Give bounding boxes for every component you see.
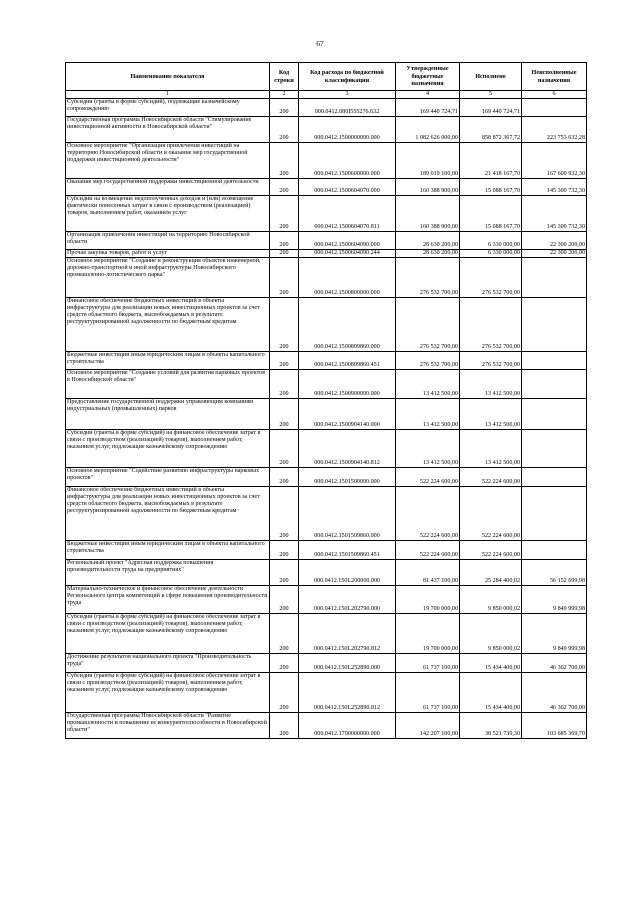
row-budget-code: 000.0412.1500604070.000 [299,179,396,196]
table-row [66,250,587,258]
row-line-code: 200 [270,560,299,586]
row-unexecuted: 103 685 369,70 [522,713,587,739]
row-name: Финансовое обеспечение бюджетных инвестиций в объекты инфраструктуры для реализации новых инвестиционных проектов за счет средств областного бюджета, высвобождаемых в результате реструктуризированной задолженности по бюджетным кредитам [66,298,270,352]
row-executed: 15 088 167,70 [460,196,522,232]
table-row [66,179,587,196]
row-budget-code: 000.0412.1500800000.000 [299,258,396,298]
table-row [66,143,587,179]
table-row [66,487,587,541]
row-approved: 160 388 900,00 [396,196,460,232]
row-executed: 276 532 700,00 [460,258,522,298]
row-unexecuted [522,298,587,352]
row-executed: 13 412 500,00 [460,430,522,468]
row-budget-code: 000.0412.1500809860.000 [299,298,396,352]
row-executed: 276 532 700,00 [460,352,522,370]
row-approved: 522 224 600,00 [396,487,460,541]
row-executed: 9 850 000,02 [460,614,522,654]
header-unexecuted: Неисполненные назначения [522,63,587,91]
row-approved: 142 207 100,00 [396,713,460,739]
row-approved: 28 630 200,00 [396,232,460,250]
row-approved: 276 532 700,00 [396,298,460,352]
table-row [66,673,587,713]
row-budget-code: 000.0412.1501509860.451 [299,541,396,560]
header-name: Наименование показателя [66,63,270,91]
row-budget-code: 000.0412.1700000000.000 [299,713,396,739]
row-line-code: 200 [270,99,299,117]
row-budget-code: 000.0412.150L252890.000 [299,654,396,673]
row-name: Оказание мер государственной поддержки инвестиционной деятельности [66,179,270,196]
row-unexecuted [522,258,587,298]
row-name: Организация привлечения инвестиций на территорию Новосибирской области [66,232,270,250]
row-executed: 15 088 167,70 [460,179,522,196]
row-name: Достижение результатов национального проекта "Производительность труда" [66,654,270,673]
row-name: Финансовое обеспечение бюджетных инвестиций в объекты инфраструктуры для реализации новых инвестиционных проектов за счет средств областного бюджета, высвобождаемых в результате реструктуризированной задолженности по бюджетным кредитам [66,487,270,541]
row-unexecuted: 22 300 200,00 [522,250,587,258]
row-name: Прочая закупка товаров, работ и услуг [66,250,270,258]
table-row [66,586,587,614]
row-line-code: 200 [270,258,299,298]
row-name: Материально-техническое и финансовое обеспечение деятельности Регионального центра компетенций в сфере повышения производительности труда [66,586,270,614]
row-unexecuted [522,430,587,468]
row-executed: 522 224 600,00 [460,541,522,560]
table-row [66,713,587,739]
row-name: Основное мероприятие "Создание условий для развития парковых проектов в Новосибирской области" [66,370,270,399]
budget-execution-table [65,62,587,739]
row-name: Субсидии (гранты в форме субсидий), подлежащие казначейскому сопровождению [66,99,270,117]
row-line-code: 200 [270,487,299,541]
row-line-code: 200 [270,673,299,713]
row-budget-code: 000.0412.080I555276.632 [299,99,396,117]
table-body [66,99,587,739]
row-unexecuted [522,352,587,370]
row-line-code: 200 [270,614,299,654]
row-approved: 276 532 700,00 [396,258,460,298]
row-executed: 522 224 600,00 [460,487,522,541]
row-budget-code: 000.0412.150L252890.812 [299,673,396,713]
row-unexecuted: 9 849 999,98 [522,586,587,614]
row-name: Бюджетные инвестиции иным юридическим лицам в объекты капитального строительства [66,541,270,560]
table-row [66,258,587,298]
column-number: 3 [299,91,396,99]
row-budget-code: 000.0412.150L202790.000 [299,586,396,614]
table-header-row [66,63,587,91]
table-row [66,560,587,586]
table-row [66,614,587,654]
row-approved: 169 440 724,71 [396,99,460,117]
column-number: 6 [522,91,587,99]
row-unexecuted [522,370,587,399]
row-executed: 858 872 367,72 [460,117,522,143]
column-number: 4 [396,91,460,99]
row-line-code: 200 [270,298,299,352]
table-row [66,370,587,399]
row-budget-code: 000.0412.150L202790.812 [299,614,396,654]
header-budget-code: Код расхода по бюджетной классификации [299,63,396,91]
row-name: Государственная программа Новосибирской области "Стимулирование инвестиционной активности в Новосибирской области" [66,117,270,143]
header-executed: Исполнено [460,63,522,91]
table-row [66,117,587,143]
row-unexecuted [522,487,587,541]
table-row [66,430,587,468]
row-name: Основное мероприятие "Создание и реконструкция объектов инженерной, дорожно-транспортной и иной инфраструктуры Новосибирского промышленно-логистического парка" [66,258,270,298]
row-executed: 9 850 000,02 [460,586,522,614]
row-approved: 522 224 600,00 [396,468,460,487]
table-row [66,298,587,352]
table-row [66,352,587,370]
row-unexecuted [522,541,587,560]
row-budget-code: 000.0412.1500904140.812 [299,430,396,468]
row-budget-code: 000.0412.1500604090.244 [299,250,396,258]
row-line-code: 200 [270,117,299,143]
row-approved: 61 737 100,00 [396,673,460,713]
row-executed: 25 284 400,02 [460,560,522,586]
row-approved: 276 532 700,00 [396,352,460,370]
row-line-code: 200 [270,179,299,196]
table-row [66,399,587,430]
row-line-code: 200 [270,399,299,430]
row-executed: 13 412 500,00 [460,399,522,430]
row-executed: 6 330 000,00 [460,250,522,258]
row-budget-code: 000.0412.1500904140.000 [299,399,396,430]
row-executed: 13 412 500,00 [460,370,522,399]
table-row [66,468,587,487]
row-line-code: 200 [270,196,299,232]
row-line-code: 200 [270,352,299,370]
row-line-code: 200 [270,541,299,560]
row-unexecuted: 9 849 999,98 [522,614,587,654]
row-approved: 160 388 900,00 [396,179,460,196]
row-unexecuted: 56 152 699,98 [522,560,587,586]
column-number: 1 [66,91,270,99]
row-unexecuted [522,99,587,117]
row-approved: 19 700 000,00 [396,586,460,614]
row-approved: 1 082 626 000,00 [396,117,460,143]
row-name: Предоставление государственной поддержки управляющим компаниям индустриальных (промышленных) парков [66,399,270,430]
row-line-code: 200 [270,713,299,739]
row-budget-code: 000.0412.1500809860.451 [299,352,396,370]
table-row [66,654,587,673]
row-executed: 15 434 400,00 [460,654,522,673]
row-budget-code: 000.0412.1500604090.000 [299,232,396,250]
row-name: Региональный проект "Адресная поддержка повышения производительности труда на предприятиях" [66,560,270,586]
row-executed: 522 224 600,00 [460,468,522,487]
row-approved: 13 412 500,00 [396,430,460,468]
page-number: 67 [316,39,324,48]
row-approved: 522 224 600,00 [396,541,460,560]
row-budget-code: 000.0412.1500604070.811 [299,196,396,232]
row-unexecuted: 223 753 632,28 [522,117,587,143]
row-unexecuted [522,468,587,487]
row-name: Субсидии на возмещение недополученных доходов и (или) возмещение фактически понесенных затрат в связи с производством (реализацией) товаров, выполнением работ, оказанием услуг [66,196,270,232]
row-unexecuted: 145 300 732,30 [522,196,587,232]
row-approved: 61 737 100,00 [396,654,460,673]
row-unexecuted: 46 302 700,00 [522,673,587,713]
row-unexecuted: 46 302 700,00 [522,654,587,673]
row-approved: 19 700 000,00 [396,614,460,654]
row-executed: 21 418 167,70 [460,143,522,179]
row-approved: 189 019 100,00 [396,143,460,179]
row-name: Государственная программа Новосибирской области "Развитие промышленности и повышение ее конкурентоспособности в Новосибирской области" [66,713,270,739]
row-budget-code: 000.0412.1501509860.000 [299,487,396,541]
row-unexecuted: 22 300 200,00 [522,232,587,250]
table-row [66,99,587,117]
row-line-code: 200 [270,143,299,179]
column-number-row [66,91,587,99]
row-approved: 13 412 500,00 [396,399,460,430]
row-approved: 81 437 100,00 [396,560,460,586]
row-line-code: 200 [270,232,299,250]
table-row [66,541,587,560]
row-budget-code: 000.0412.1500900000.000 [299,370,396,399]
row-executed: 6 330 000,00 [460,232,522,250]
column-number: 2 [270,91,299,99]
row-executed: 15 434 400,00 [460,673,522,713]
row-executed: 169 440 724,71 [460,99,522,117]
row-name: Основное мероприятие "Организация привлечения инвестиций на территорию Новосибирской области и оказание мер государственной поддержки инвестиционной деятельности" [66,143,270,179]
row-name: Субсидии (гранты в форме субсидий) на финансовое обеспечение затрат в связи с производством (реализацией) товаров), выполнением работ, оказанием услуг, подлежащие казначейскому сопровождению [66,430,270,468]
row-executed: 38 521 730,30 [460,713,522,739]
row-budget-code: 000.0412.1500600000.000 [299,143,396,179]
row-name: Субсидии (гранты в форме субсидий) на финансовое обеспечение затрат в связи с производством (реализацией) товаров), выполнением работ, оказанием услуг, подлежащие казначейскому сопровождению [66,673,270,713]
header-line-code: Код строки [270,63,299,91]
row-line-code: 200 [270,468,299,487]
column-number: 5 [460,91,522,99]
table-row [66,196,587,232]
row-line-code: 200 [270,430,299,468]
header-approved: Утвержденные бюджетные назначения [396,63,460,91]
row-name: Субсидии (гранты в форме субсидий) на финансовое обеспечение затрат в связи с производством (реализацией) товаров), выполнением работ, оказанием услуг, подлежащие казначейскому сопровождению [66,614,270,654]
row-line-code: 200 [270,654,299,673]
row-line-code: 200 [270,370,299,399]
row-unexecuted: 167 600 932,30 [522,143,587,179]
row-budget-code: 000.0412.150L200000.000 [299,560,396,586]
row-approved: 28 630 200,00 [396,250,460,258]
row-budget-code: 000.0412.1501500000.000 [299,468,396,487]
row-unexecuted: 145 300 732,30 [522,179,587,196]
row-name: Основное мероприятие "Содействие развитию инфраструктуры парковых проектов" [66,468,270,487]
row-budget-code: 000.0412.1500000000.000 [299,117,396,143]
table-row [66,232,587,250]
row-approved: 13 412 500,00 [396,370,460,399]
row-name: Бюджетные инвестиции иным юридическим лицам в объекты капитального строительства [66,352,270,370]
row-executed: 276 532 700,00 [460,298,522,352]
row-line-code: 200 [270,586,299,614]
row-unexecuted [522,399,587,430]
row-line-code: 200 [270,250,299,258]
